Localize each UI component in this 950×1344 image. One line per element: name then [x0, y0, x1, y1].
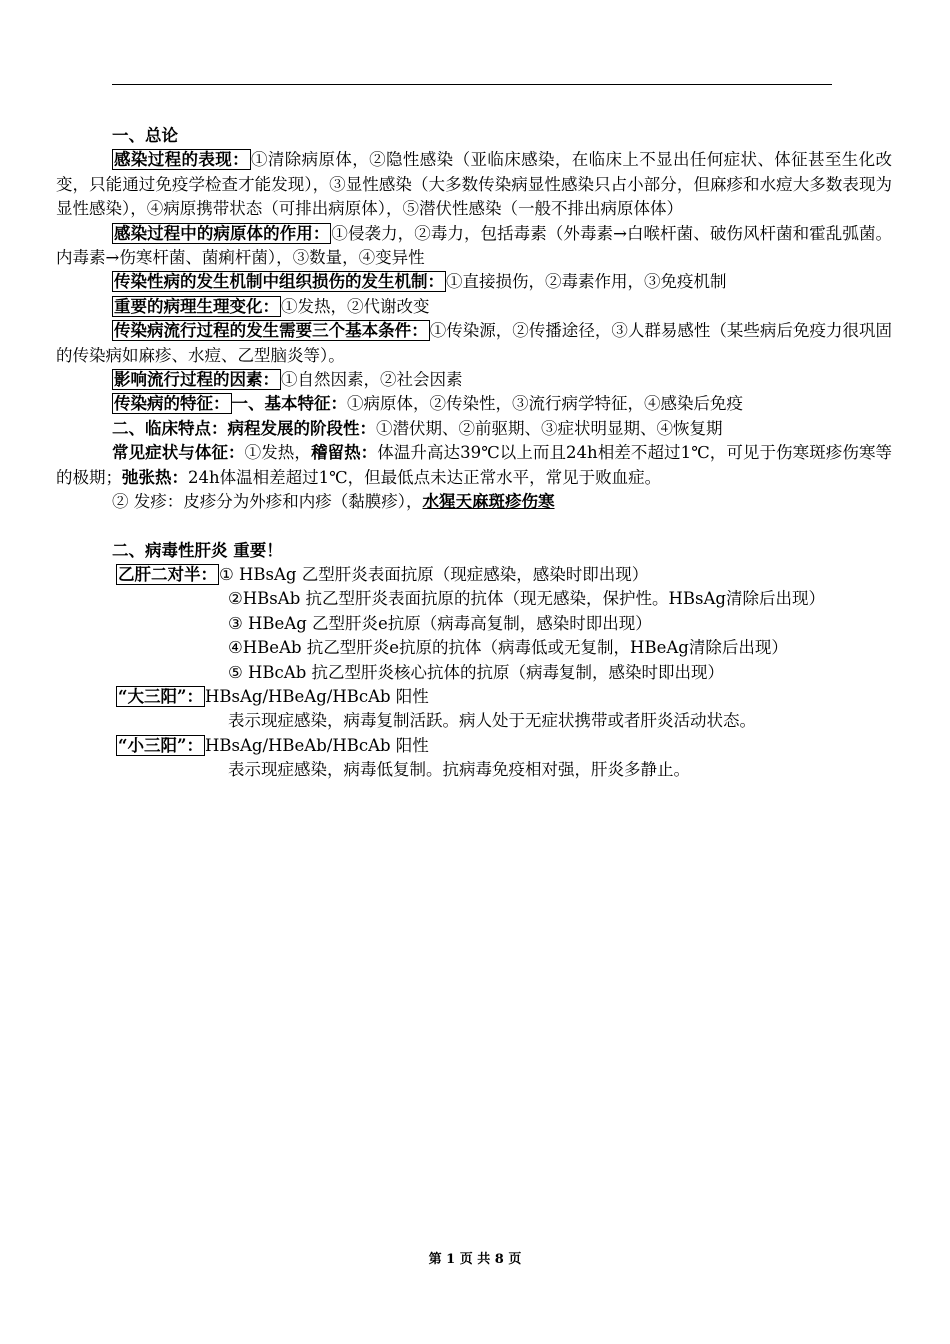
section-heading-hepatitis: 二、病毒性肝炎 重要！ [112, 540, 283, 560]
hbv-item-2: ②HBsAb 抗乙型肝炎表面抗原的抗体（现无感染，保护性。HBsAg清除后出现） [228, 589, 825, 609]
boxed-label: 影响流行过程的因素： [114, 370, 279, 390]
paragraph-text: ①潜伏期、②前驱期、③症状明显期、④恢复期 [376, 418, 723, 438]
paragraph-text: ①侵袭力，②毒力，包括毒素（外毒素→白喉杆菌、破伤风杆菌和霍乱弧菌。内毒素→伤寒杆菌、菌痢杆菌），③数量，④变异性 [56, 223, 893, 268]
paragraph-infection-process [56, 148, 892, 221]
paragraph-pathophysiology [56, 295, 892, 319]
boxed-label: 感染过程的表现： [114, 150, 250, 170]
paragraph-epidemic-factors [56, 368, 892, 392]
paragraph-text: ①传染源，②传播途径，③人群易感性（某些病后免疫力很巩固的传染病如麻疹、水痘、乙型脑炎等）。 [56, 321, 893, 365]
paragraph-clinical-features [56, 417, 892, 441]
paragraph-text: ①发热，②代谢改变 [281, 296, 430, 316]
bold-text: 弛张热： [122, 467, 188, 487]
bold-text: 一、基本特征： [231, 394, 347, 414]
big-three-desc: 表示现症感染，病毒复制活跃。病人处于无症状携带或者肝炎活动状态。 [228, 711, 756, 731]
bold-text: 常见症状与体征： [112, 443, 245, 463]
section-heading-general: 一、总论 [112, 126, 178, 145]
big-three-positive [56, 685, 892, 709]
document-body [56, 124, 892, 783]
paragraph-text: ② 发疹：皮疹分为外疹和内疹（黏膜疹）， [112, 492, 423, 512]
boxed-label: “大三阳”： [118, 686, 203, 706]
hbv-item-5: ⑤ HBcAb 抗乙型肝炎核心抗体的抗原（病毒复制，感染时即出现） [228, 662, 725, 682]
hbv-item-text: ① HBsAg 乙型肝炎表面抗原（现症感染，感染时即出现） [219, 564, 649, 584]
small-three-desc: 表示现症感染，病毒低复制。抗病毒免疫相对强，肝炎多静止。 [228, 760, 690, 780]
boxed-label: 传染性病的发生机制中组织损伤的发生机制： [114, 272, 444, 292]
small-three-positive [56, 734, 892, 758]
marker-value: HBsAg/HBeAb/HBcAb 阳性 [204, 735, 429, 755]
boxed-label: “小三阳”： [118, 735, 203, 755]
paragraph-text: ①清除病原体，②隐性感染（亚临床感染，在临床上不显出任何症状、体征甚至生化改变，只能通过免疫学检查才能发现），③显性感染（大多数传染病显性感染只占小部分，但麻疹和水痘大多数表现为显性感染），④病原携带状态（可排出病原体），⑤潜伏性感染（一般不排出病原体体） [56, 150, 893, 219]
paragraph-tissue-damage [56, 270, 892, 294]
boxed-label: 乙肝二对半： [118, 564, 217, 584]
boxed-label: 感染过程中的病原体的作用： [114, 223, 330, 243]
spacer [56, 515, 892, 539]
marker-value: HBsAg/HBeAg/HBcAb 阳性 [204, 686, 429, 706]
paragraph-symptoms [56, 441, 892, 490]
bold-text: 二、临床特点：病程发展的阶段性： [112, 418, 376, 438]
paragraph-pathogen-role [56, 222, 892, 271]
hbv-item-1 [56, 563, 892, 587]
hbv-item-4: ④HBeAb 抗乙型肝炎e抗原的抗体（病毒低或无复制，HBeAg清除后出现） [228, 638, 788, 658]
boxed-label: 传染病流行过程的发生需要三个基本条件： [114, 321, 428, 341]
paragraph-text: 24h体温相差超过1℃，但最低点未达正常水平，常见于败血症。 [188, 467, 662, 487]
bold-text: 稽留热： [310, 443, 378, 463]
boxed-label: 重要的病理生理变化： [114, 296, 279, 316]
boxed-label: 传染病的特征： [114, 394, 230, 414]
paragraph-text: ①发热， [244, 443, 311, 463]
page-footer: 第 1 页 共 8 页 [428, 1252, 522, 1267]
underlined-text: 水猩天麻斑疹伤寒 [422, 492, 555, 512]
paragraph-text: ①直接损伤，②毒素作用，③免疫机制 [446, 272, 727, 292]
header-rule [112, 84, 832, 85]
paragraph-disease-features [56, 392, 892, 416]
paragraph-text: ①病原体，②传染性，③流行病学特征，④感染后免疫 [347, 394, 743, 414]
paragraph-epidemic-conditions [56, 319, 892, 368]
hbv-item-3: ③ HBeAg 乙型肝炎e抗原（病毒高复制，感染时即出现） [228, 613, 652, 633]
paragraph-rash [56, 490, 892, 514]
paragraph-text: 体温升高达39℃以上而且24h相差不超过1℃，可见于伤寒斑疹伤寒等的极期； [56, 443, 893, 487]
paragraph-text: ①自然因素，②社会因素 [281, 370, 463, 390]
